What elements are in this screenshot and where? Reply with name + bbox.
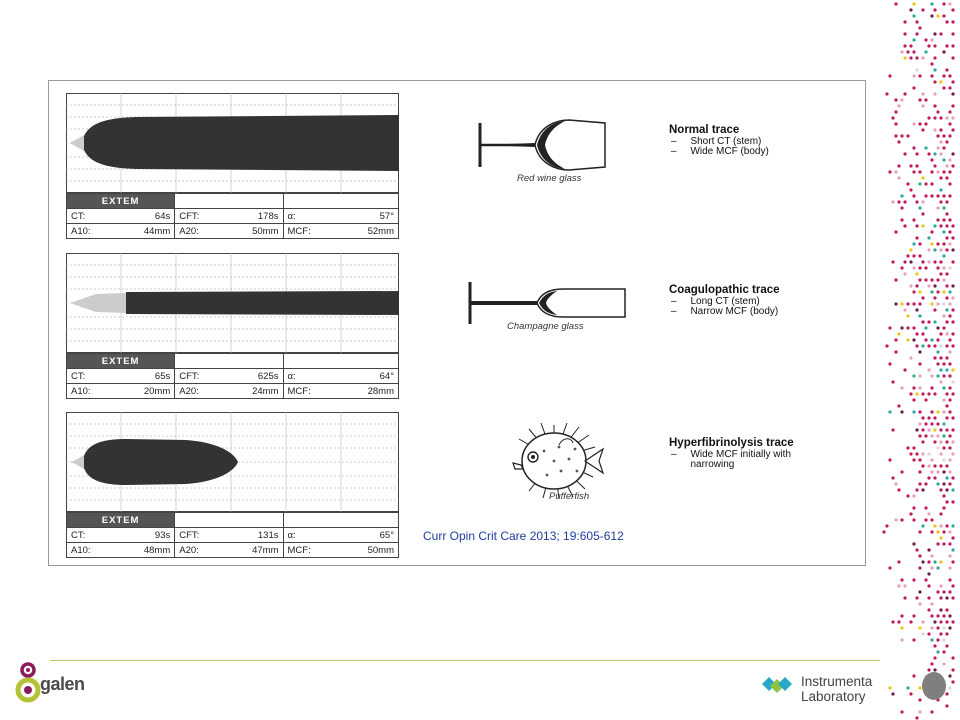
a10-value: 48mm (143, 544, 171, 556)
footer-divider (50, 660, 880, 661)
a10-label: A10: (71, 385, 91, 397)
description-bullet: Wide MCF initially with narrowing (690, 449, 792, 470)
ct-value: 64s (154, 210, 171, 222)
ct-value: 93s (154, 529, 171, 541)
page-indicator-circle (922, 672, 946, 700)
alpha-value: 65° (379, 529, 394, 541)
ct-label: CT: (71, 210, 86, 222)
parameter-table-normal (66, 193, 399, 239)
description-hyperfibrinolysis: Hyperfibrinolysis trace – Wide MCF initially with narrowing (669, 438, 810, 470)
mcf-label: MCF: (287, 544, 311, 556)
il-logo-line1: Instrumenta (801, 674, 873, 689)
table-header-extem: EXTEM (67, 194, 175, 209)
description-bullet: Narrow MCF (body) (690, 306, 779, 317)
caption-pufferfish: Pufferfish (549, 491, 590, 502)
il-logo-line2: Laboratory (801, 689, 866, 704)
description-title: Hyperfibrinolysis trace (669, 437, 794, 449)
a10-value: 20mm (143, 385, 171, 397)
alpha-value: 57° (379, 210, 394, 222)
cft-value: 625s (257, 370, 279, 382)
cft-label: CFT: (179, 529, 200, 541)
a20-label: A20: (179, 225, 199, 237)
ct-label: CT: (71, 370, 86, 382)
alpha-label: α: (287, 529, 296, 541)
rotem-figure (48, 80, 866, 566)
mcf-value: 28mm (367, 385, 394, 397)
cft-value: 178s (257, 210, 279, 222)
table-header-extem: EXTEM (67, 513, 175, 528)
caption-champagne-glass: Champagne glass (507, 321, 584, 332)
ct-value: 65s (154, 370, 171, 382)
red-wine-glass-icon (477, 115, 607, 175)
trace-graph-hyperfibrinolysis (66, 412, 399, 512)
description-bullet: Long CT (stem) (690, 296, 760, 307)
table-header-extem: EXTEM (67, 354, 175, 369)
description-bullet: Short CT (stem) (690, 136, 762, 147)
instrumentation-laboratory-logo-icon (760, 674, 798, 696)
alpha-label: α: (287, 370, 296, 382)
citation: Curr Opin Crit Care 2013; 19:605-612 (423, 529, 624, 543)
a20-label: A20: (179, 544, 199, 556)
decorative-dot-pattern (880, 0, 960, 720)
description-title: Coagulopathic trace (669, 284, 780, 296)
cft-label: CFT: (179, 210, 200, 222)
ct-label: CT: (71, 529, 86, 541)
a20-value: 24mm (252, 385, 279, 397)
mcf-label: MCF: (287, 225, 311, 237)
parameter-table-hyperfibrinolysis (66, 512, 399, 558)
parameter-table-coagulopathic (66, 353, 399, 399)
a20-value: 47mm (252, 544, 279, 556)
description-bullet: Wide MCF (body) (690, 146, 769, 157)
alpha-value: 64° (379, 370, 394, 382)
trace-graph-coagulopathic (66, 253, 399, 353)
description-normal: Normal trace – Short CT (stem) – Wide MCF (body) (669, 124, 769, 157)
a10-label: A10: (71, 225, 91, 237)
a20-label: A20: (179, 385, 199, 397)
cft-label: CFT: (179, 370, 200, 382)
a20-value: 50mm (252, 225, 279, 237)
a10-value: 44mm (143, 225, 171, 237)
mcf-value: 50mm (367, 544, 394, 556)
a10-label: A10: (71, 544, 91, 556)
description-coagulopathic: Coagulopathic trace – Long CT (stem) – Narrow MCF (body) (669, 284, 780, 317)
galen-logo-text: galen (40, 674, 85, 694)
cft-value: 131s (257, 529, 279, 541)
champagne-glass-icon (467, 279, 627, 327)
mcf-label: MCF: (287, 385, 311, 397)
description-title: Normal trace (669, 124, 740, 136)
instrumentation-laboratory-logo-text (801, 674, 872, 704)
alpha-label: α: (287, 210, 296, 222)
caption-red-wine-glass: Red wine glass (517, 173, 582, 184)
pufferfish-icon (499, 419, 659, 501)
trace-graph-normal (66, 93, 399, 193)
mcf-value: 52mm (367, 225, 394, 237)
